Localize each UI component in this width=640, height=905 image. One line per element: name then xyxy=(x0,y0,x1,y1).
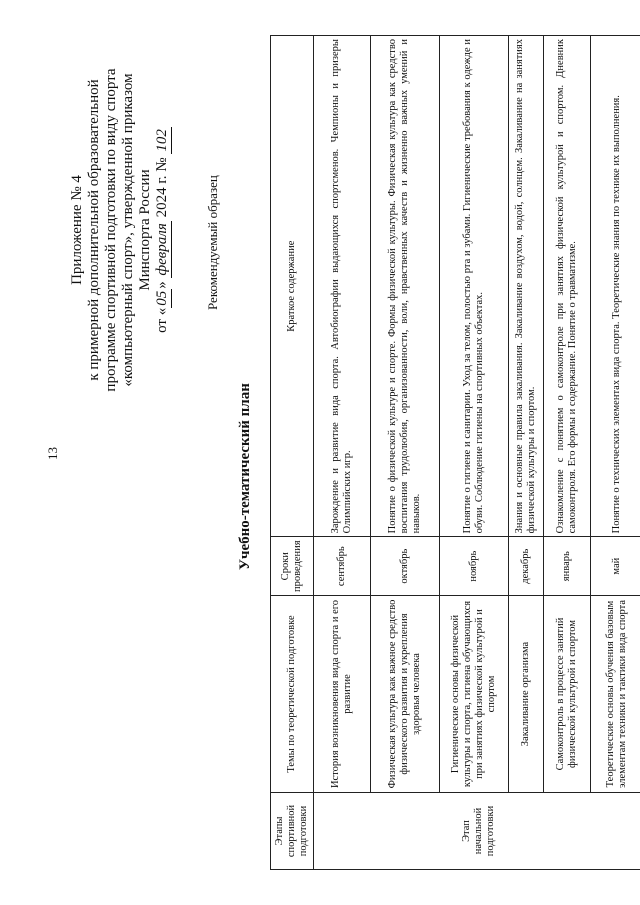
table-header-row xyxy=(271,36,314,870)
term-cell: ноябрь xyxy=(440,537,509,596)
appendix-header xyxy=(69,50,172,410)
term-cell: май xyxy=(591,537,640,596)
appendix-line: «компьютерный спорт», утвержденной приказом xyxy=(120,73,136,387)
header-term: Сроки проведения xyxy=(271,537,314,596)
handwritten-day: 05 xyxy=(154,290,170,306)
content-cell: Понятие о физической культуре и спорте. Формы физической культуры. Физическая культура как средство воспитания трудолюбия, организованности, воли, нравственных качеств и жизненно важных умений и навыков. xyxy=(371,36,440,537)
page-number: 13 xyxy=(45,447,60,460)
content-cell: Знания и основные правила закаливания. Закаливание воздухом, водой, солнцем. Закаливание на занятиях физической культуры и спортом. xyxy=(509,36,544,537)
topic-cell: История возникновения вида спорта и его развитие xyxy=(314,596,371,793)
term-cell: декабрь xyxy=(509,537,544,596)
topic-cell: Физическая культура как важное средство физического развития и укрепления здоровья человека xyxy=(371,596,440,793)
term-cell: январь xyxy=(544,537,591,596)
topic-cell: Закаливание организма xyxy=(509,596,544,793)
table-row xyxy=(371,36,440,870)
content-cell: Ознакомление с понятием о самоконтроле при занятиях физической культурой и спортом. Дневник самоконтроля. Его формы и содержание. Понятие о травматизме. xyxy=(544,36,591,537)
appendix-line: программе спортивной подготовки по виду спорта xyxy=(103,68,119,392)
stage-cell: Этап начальной подготовки xyxy=(314,793,640,870)
appendix-line: Минспорта России xyxy=(137,169,153,291)
table-row xyxy=(440,36,509,870)
topic-cell: Теоретические основы обучения базовым элементам техники и тактики вида спорта xyxy=(591,596,640,793)
appendix-line: к примерной дополнительной образовательной xyxy=(86,79,102,381)
appendix-date: от «05» февраля 2024 г. № 102 xyxy=(154,129,170,333)
table-row xyxy=(591,36,640,870)
rotated-page xyxy=(35,35,628,870)
content-cell: Понятие о гигиене и санитарии. Уход за телом, полостью рта и зубами. Гигиенические требования к одежде и обуви. Соблюдение гигиены на спортивных объектах. xyxy=(440,36,509,537)
topic-cell: Самоконтроль в процессе занятий физической культурой и спортом xyxy=(544,596,591,793)
content-cell: Понятие о технических элементах вида спорта. Теоретические знания по технике их выполнения. xyxy=(591,36,640,537)
table-row xyxy=(314,36,371,870)
table-title: Учебно-тематический план xyxy=(237,383,253,570)
header-stage: Этапы спортивной подготовки xyxy=(271,793,314,870)
content-cell: Зарождение и развитие вида спорта. Автобиографии выдающихся спортсменов. Чемпионы и призеры Олимпийских игр. xyxy=(314,36,371,537)
handwritten-month: февраля xyxy=(154,223,170,276)
term-cell: октябрь xyxy=(371,537,440,596)
handwritten-number: 102 xyxy=(154,129,170,152)
term-cell: сентябрь xyxy=(314,537,371,596)
header-topic: Темы по теоретической подготовке xyxy=(271,596,314,793)
header-content: Краткое содержание xyxy=(271,36,314,537)
topic-cell: Гигиенические основы физической культуры и спорта, гигиена обучающихся при занятиях физической культурой и спортом xyxy=(440,596,509,793)
sample-label: Рекомендуемый образец xyxy=(205,175,220,310)
plan-table xyxy=(270,35,640,870)
table-row xyxy=(544,36,591,870)
appendix-title: Приложение № 4 xyxy=(69,175,85,285)
table-row xyxy=(509,36,544,870)
